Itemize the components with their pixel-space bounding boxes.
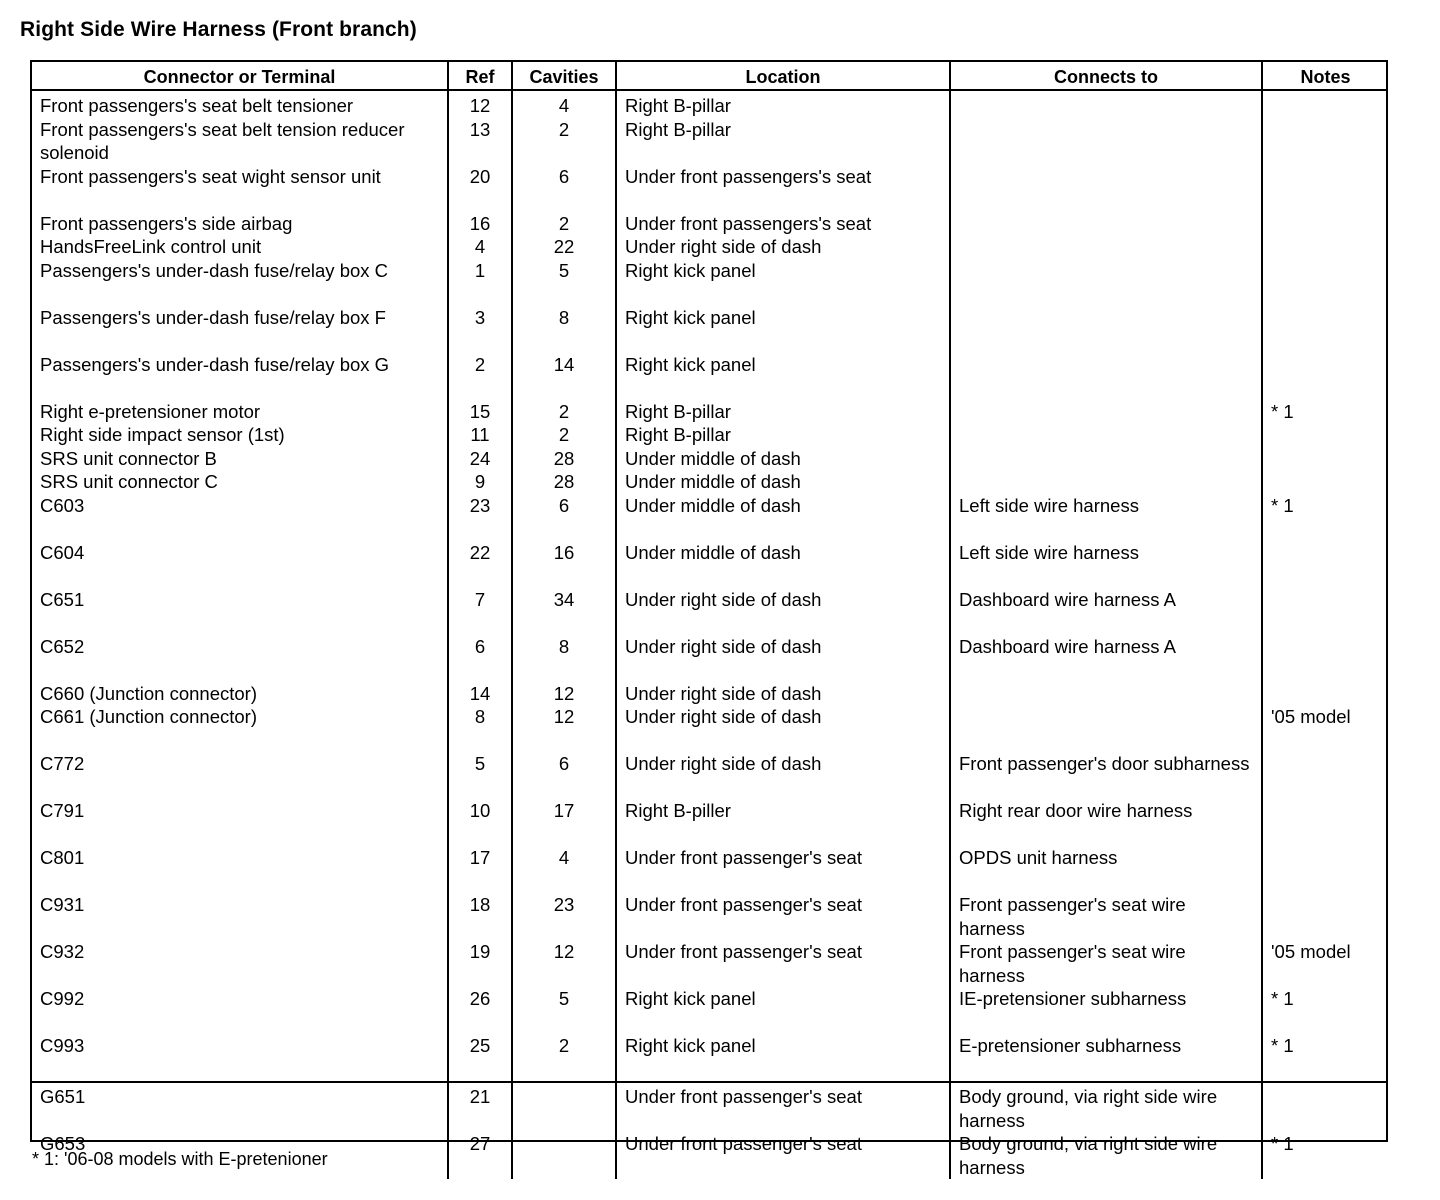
table-row (32, 306, 1388, 353)
cell-ref: 22 (448, 541, 512, 588)
cell-ref: 13 (448, 118, 512, 165)
col-header-ref: Ref (448, 62, 512, 90)
cell-location: Right B-pillar (616, 400, 950, 424)
cell-cavities: 2 (512, 212, 616, 236)
cell-ref: 18 (448, 893, 512, 940)
cell-connector: Front passengers's side airbag (32, 212, 448, 236)
cell-connector: C791 (32, 799, 448, 846)
cell-ref: 3 (448, 306, 512, 353)
table-row (32, 635, 1388, 682)
cell-ref: 21 (448, 1082, 512, 1132)
cell-cavities: 4 (512, 846, 616, 893)
cell-connector: Passengers's under-dash fuse/relay box C (32, 259, 448, 306)
cell-ref: 7 (448, 588, 512, 635)
table-row (32, 1082, 1388, 1132)
cell-connector: C651 (32, 588, 448, 635)
cell-ref: 11 (448, 423, 512, 447)
cell-location: Under right side of dash (616, 588, 950, 635)
cell-location: Under right side of dash (616, 752, 950, 799)
cell-connects (950, 447, 1262, 471)
table-row (32, 165, 1388, 212)
table-body (32, 90, 1388, 1179)
table-row (32, 90, 1388, 118)
cell-ref: 8 (448, 705, 512, 752)
cell-connects: Body ground, via right side wire harness (950, 1132, 1262, 1179)
cell-notes (1262, 165, 1388, 212)
cell-connects: Front passenger's door subharness (950, 752, 1262, 799)
cell-location: Right kick panel (616, 259, 950, 306)
cell-connects (950, 353, 1262, 400)
table-row (32, 212, 1388, 236)
cell-notes (1262, 682, 1388, 706)
cell-connector: C604 (32, 541, 448, 588)
cell-connects: OPDS unit harness (950, 846, 1262, 893)
table-row (32, 588, 1388, 635)
col-header-connector: Connector or Terminal (32, 62, 448, 90)
cell-connects (950, 470, 1262, 494)
cell-notes (1262, 306, 1388, 353)
harness-table (32, 62, 1388, 1179)
cell-notes (1262, 752, 1388, 799)
cell-notes (1262, 470, 1388, 494)
table-row (32, 470, 1388, 494)
cell-connects (950, 705, 1262, 752)
cell-connects (950, 682, 1262, 706)
cell-notes (1262, 1082, 1388, 1132)
cell-cavities: 2 (512, 423, 616, 447)
table-row (32, 846, 1388, 893)
cell-ref: 5 (448, 752, 512, 799)
cell-notes (1262, 90, 1388, 118)
cell-cavities: 2 (512, 118, 616, 165)
cell-connector: C661 (Junction connector) (32, 705, 448, 752)
table-row (32, 541, 1388, 588)
cell-cavities: 14 (512, 353, 616, 400)
cell-notes (1262, 447, 1388, 471)
cell-location: Under front passengers's seat (616, 212, 950, 236)
cell-cavities: 8 (512, 306, 616, 353)
footnote: * 1: '06-08 models with E-pretenioner (32, 1149, 328, 1169)
cell-cavities: 12 (512, 705, 616, 752)
cell-ref: 19 (448, 940, 512, 987)
cell-connector: C992 (32, 987, 448, 1034)
cell-connector: G651 (32, 1082, 448, 1132)
cell-connects (950, 235, 1262, 259)
cell-connects: IE-pretensioner subharness (950, 987, 1262, 1034)
cell-connector: C652 (32, 635, 448, 682)
cell-cavities: 12 (512, 682, 616, 706)
cell-cavities: 5 (512, 259, 616, 306)
table-row (32, 752, 1388, 799)
cell-ref: 1 (448, 259, 512, 306)
cell-cavities: 12 (512, 940, 616, 987)
cell-cavities: 4 (512, 90, 616, 118)
cell-cavities: 28 (512, 447, 616, 471)
cell-cavities: 6 (512, 752, 616, 799)
cell-connects: Front passenger's seat wire harness (950, 893, 1262, 940)
cell-connects: Dashboard wire harness A (950, 635, 1262, 682)
cell-ref: 9 (448, 470, 512, 494)
cell-connects: Left side wire harness (950, 541, 1262, 588)
cell-ref: 26 (448, 987, 512, 1034)
cell-ref: 16 (448, 212, 512, 236)
cell-notes (1262, 212, 1388, 236)
cell-notes (1262, 259, 1388, 306)
cell-connects (950, 306, 1262, 353)
cell-location: Under front passenger's seat (616, 1082, 950, 1132)
cell-location: Under front passengers's seat (616, 165, 950, 212)
table-row (32, 799, 1388, 846)
col-header-cavities: Cavities (512, 62, 616, 90)
cell-connects: Dashboard wire harness A (950, 588, 1262, 635)
cell-notes (1262, 235, 1388, 259)
cell-connector: C993 (32, 1034, 448, 1082)
cell-ref: 6 (448, 635, 512, 682)
cell-location: Under front passenger's seat (616, 1132, 950, 1179)
cell-connector: G653 (32, 1132, 448, 1179)
cell-connector: SRS unit connector C (32, 470, 448, 494)
cell-location: Right kick panel (616, 1034, 950, 1082)
table-row (32, 494, 1388, 541)
table-row (32, 893, 1388, 940)
cell-connector: C603 (32, 494, 448, 541)
cell-connects (950, 259, 1262, 306)
cell-ref: 15 (448, 400, 512, 424)
cell-cavities: 8 (512, 635, 616, 682)
cell-notes: * 1 (1271, 400, 1294, 422)
cell-location: Under right side of dash (616, 682, 950, 706)
page-title: Right Side Wire Harness (Front branch) (20, 18, 417, 41)
cell-connects: Body ground, via right side wire harness (950, 1082, 1262, 1132)
col-header-notes: Notes (1262, 62, 1388, 90)
cell-notes: * 1 (1271, 1035, 1294, 1056)
cell-location: Right B-pillar (616, 118, 950, 165)
cell-ref: 17 (448, 846, 512, 893)
cell-notes (1262, 635, 1388, 682)
table-row (32, 987, 1388, 1034)
cell-ref: 12 (448, 90, 512, 118)
table-row (32, 940, 1388, 987)
table-row (32, 259, 1388, 306)
cell-location: Under front passenger's seat (616, 940, 950, 987)
cell-ref: 14 (448, 682, 512, 706)
cell-cavities: 22 (512, 235, 616, 259)
cell-notes: '05 model (1271, 941, 1351, 962)
cell-connector: Front passengers's seat belt tensioner (32, 90, 448, 118)
table-row (32, 118, 1388, 165)
cell-location: Under middle of dash (616, 494, 950, 541)
cell-cavities: 16 (512, 541, 616, 588)
cell-location: Right B-pillar (616, 423, 950, 447)
cell-ref: 10 (448, 799, 512, 846)
cell-connector: HandsFreeLink control unit (32, 235, 448, 259)
cell-ref: 4 (448, 235, 512, 259)
cell-location: Under middle of dash (616, 470, 950, 494)
cell-notes (1262, 423, 1388, 447)
cell-notes (1262, 118, 1388, 165)
cell-cavities: 5 (512, 987, 616, 1034)
cell-connector: Front passengers's seat wight sensor unit (32, 165, 448, 212)
cell-connector: Right side impact sensor (1st) (32, 423, 448, 447)
cell-location: Under right side of dash (616, 235, 950, 259)
table-row (32, 235, 1388, 259)
cell-connector: C931 (32, 893, 448, 940)
cell-location: Under right side of dash (616, 635, 950, 682)
cell-location: Under front passenger's seat (616, 893, 950, 940)
cell-cavities: 2 (512, 1034, 616, 1082)
cell-ref: 24 (448, 447, 512, 471)
cell-connector: Passengers's under-dash fuse/relay box G (32, 353, 448, 400)
cell-cavities: 17 (512, 799, 616, 846)
cell-cavities: 2 (512, 400, 616, 424)
cell-ref: 25 (448, 1034, 512, 1082)
cell-connector: Front passengers's seat belt tension reducer solenoid (32, 118, 448, 165)
cell-notes (1262, 799, 1388, 846)
cell-location: Right kick panel (616, 987, 950, 1034)
table-row (32, 423, 1388, 447)
cell-notes (1262, 846, 1388, 893)
cell-cavities (512, 1082, 616, 1132)
cell-notes: * 1 (1271, 1133, 1294, 1154)
cell-location: Right B-pillar (616, 90, 950, 118)
cell-notes (1262, 353, 1388, 400)
cell-connects (950, 423, 1262, 447)
cell-connects (950, 212, 1262, 236)
cell-cavities (512, 1132, 616, 1179)
table-row (32, 447, 1388, 471)
cell-cavities: 34 (512, 588, 616, 635)
cell-cavities: 6 (512, 165, 616, 212)
cell-location: Right kick panel (616, 353, 950, 400)
cell-connector: SRS unit connector B (32, 447, 448, 471)
table-row (32, 1034, 1388, 1082)
cell-connects: Right rear door wire harness (950, 799, 1262, 846)
col-header-connects-to: Connects to (950, 62, 1262, 90)
table-row (32, 353, 1388, 400)
cell-location: Right kick panel (616, 306, 950, 353)
cell-connector: C801 (32, 846, 448, 893)
cell-cavities: 23 (512, 893, 616, 940)
cell-notes: '05 model (1271, 706, 1351, 727)
cell-connector: Passengers's under-dash fuse/relay box F (32, 306, 448, 353)
cell-notes (1262, 541, 1388, 588)
col-header-location: Location (616, 62, 950, 90)
cell-location: Right B-piller (616, 799, 950, 846)
cell-notes (1262, 893, 1388, 940)
cell-connects: E-pretensioner subharness (950, 1034, 1262, 1082)
cell-ref: 2 (448, 353, 512, 400)
cell-connects (950, 90, 1262, 118)
cell-location: Under middle of dash (616, 541, 950, 588)
cell-ref: 23 (448, 494, 512, 541)
cell-cavities: 6 (512, 494, 616, 541)
table-row (32, 705, 1388, 752)
cell-notes: * 1 (1271, 494, 1294, 516)
cell-ref: 20 (448, 165, 512, 212)
cell-connects (950, 400, 1262, 424)
cell-ref: 27 (448, 1132, 512, 1179)
cell-connects: Front passenger's seat wire harness (950, 940, 1262, 987)
cell-location: Under front passenger's seat (616, 846, 950, 893)
cell-connects (950, 165, 1262, 212)
header-row (32, 62, 1388, 90)
cell-location: Under right side of dash (616, 705, 950, 752)
cell-connects (950, 118, 1262, 165)
cell-connector: C660 (Junction connector) (32, 682, 448, 706)
table-row (32, 400, 1388, 424)
cell-connects: Left side wire harness (950, 494, 1262, 541)
cell-connector: C932 (32, 940, 448, 987)
cell-location: Under middle of dash (616, 447, 950, 471)
cell-notes: * 1 (1271, 988, 1294, 1009)
cell-cavities: 28 (512, 470, 616, 494)
table-row (32, 682, 1388, 706)
cell-connector: Right e-pretensioner motor (32, 400, 448, 424)
cell-connector: C772 (32, 752, 448, 799)
cell-notes (1262, 588, 1388, 635)
